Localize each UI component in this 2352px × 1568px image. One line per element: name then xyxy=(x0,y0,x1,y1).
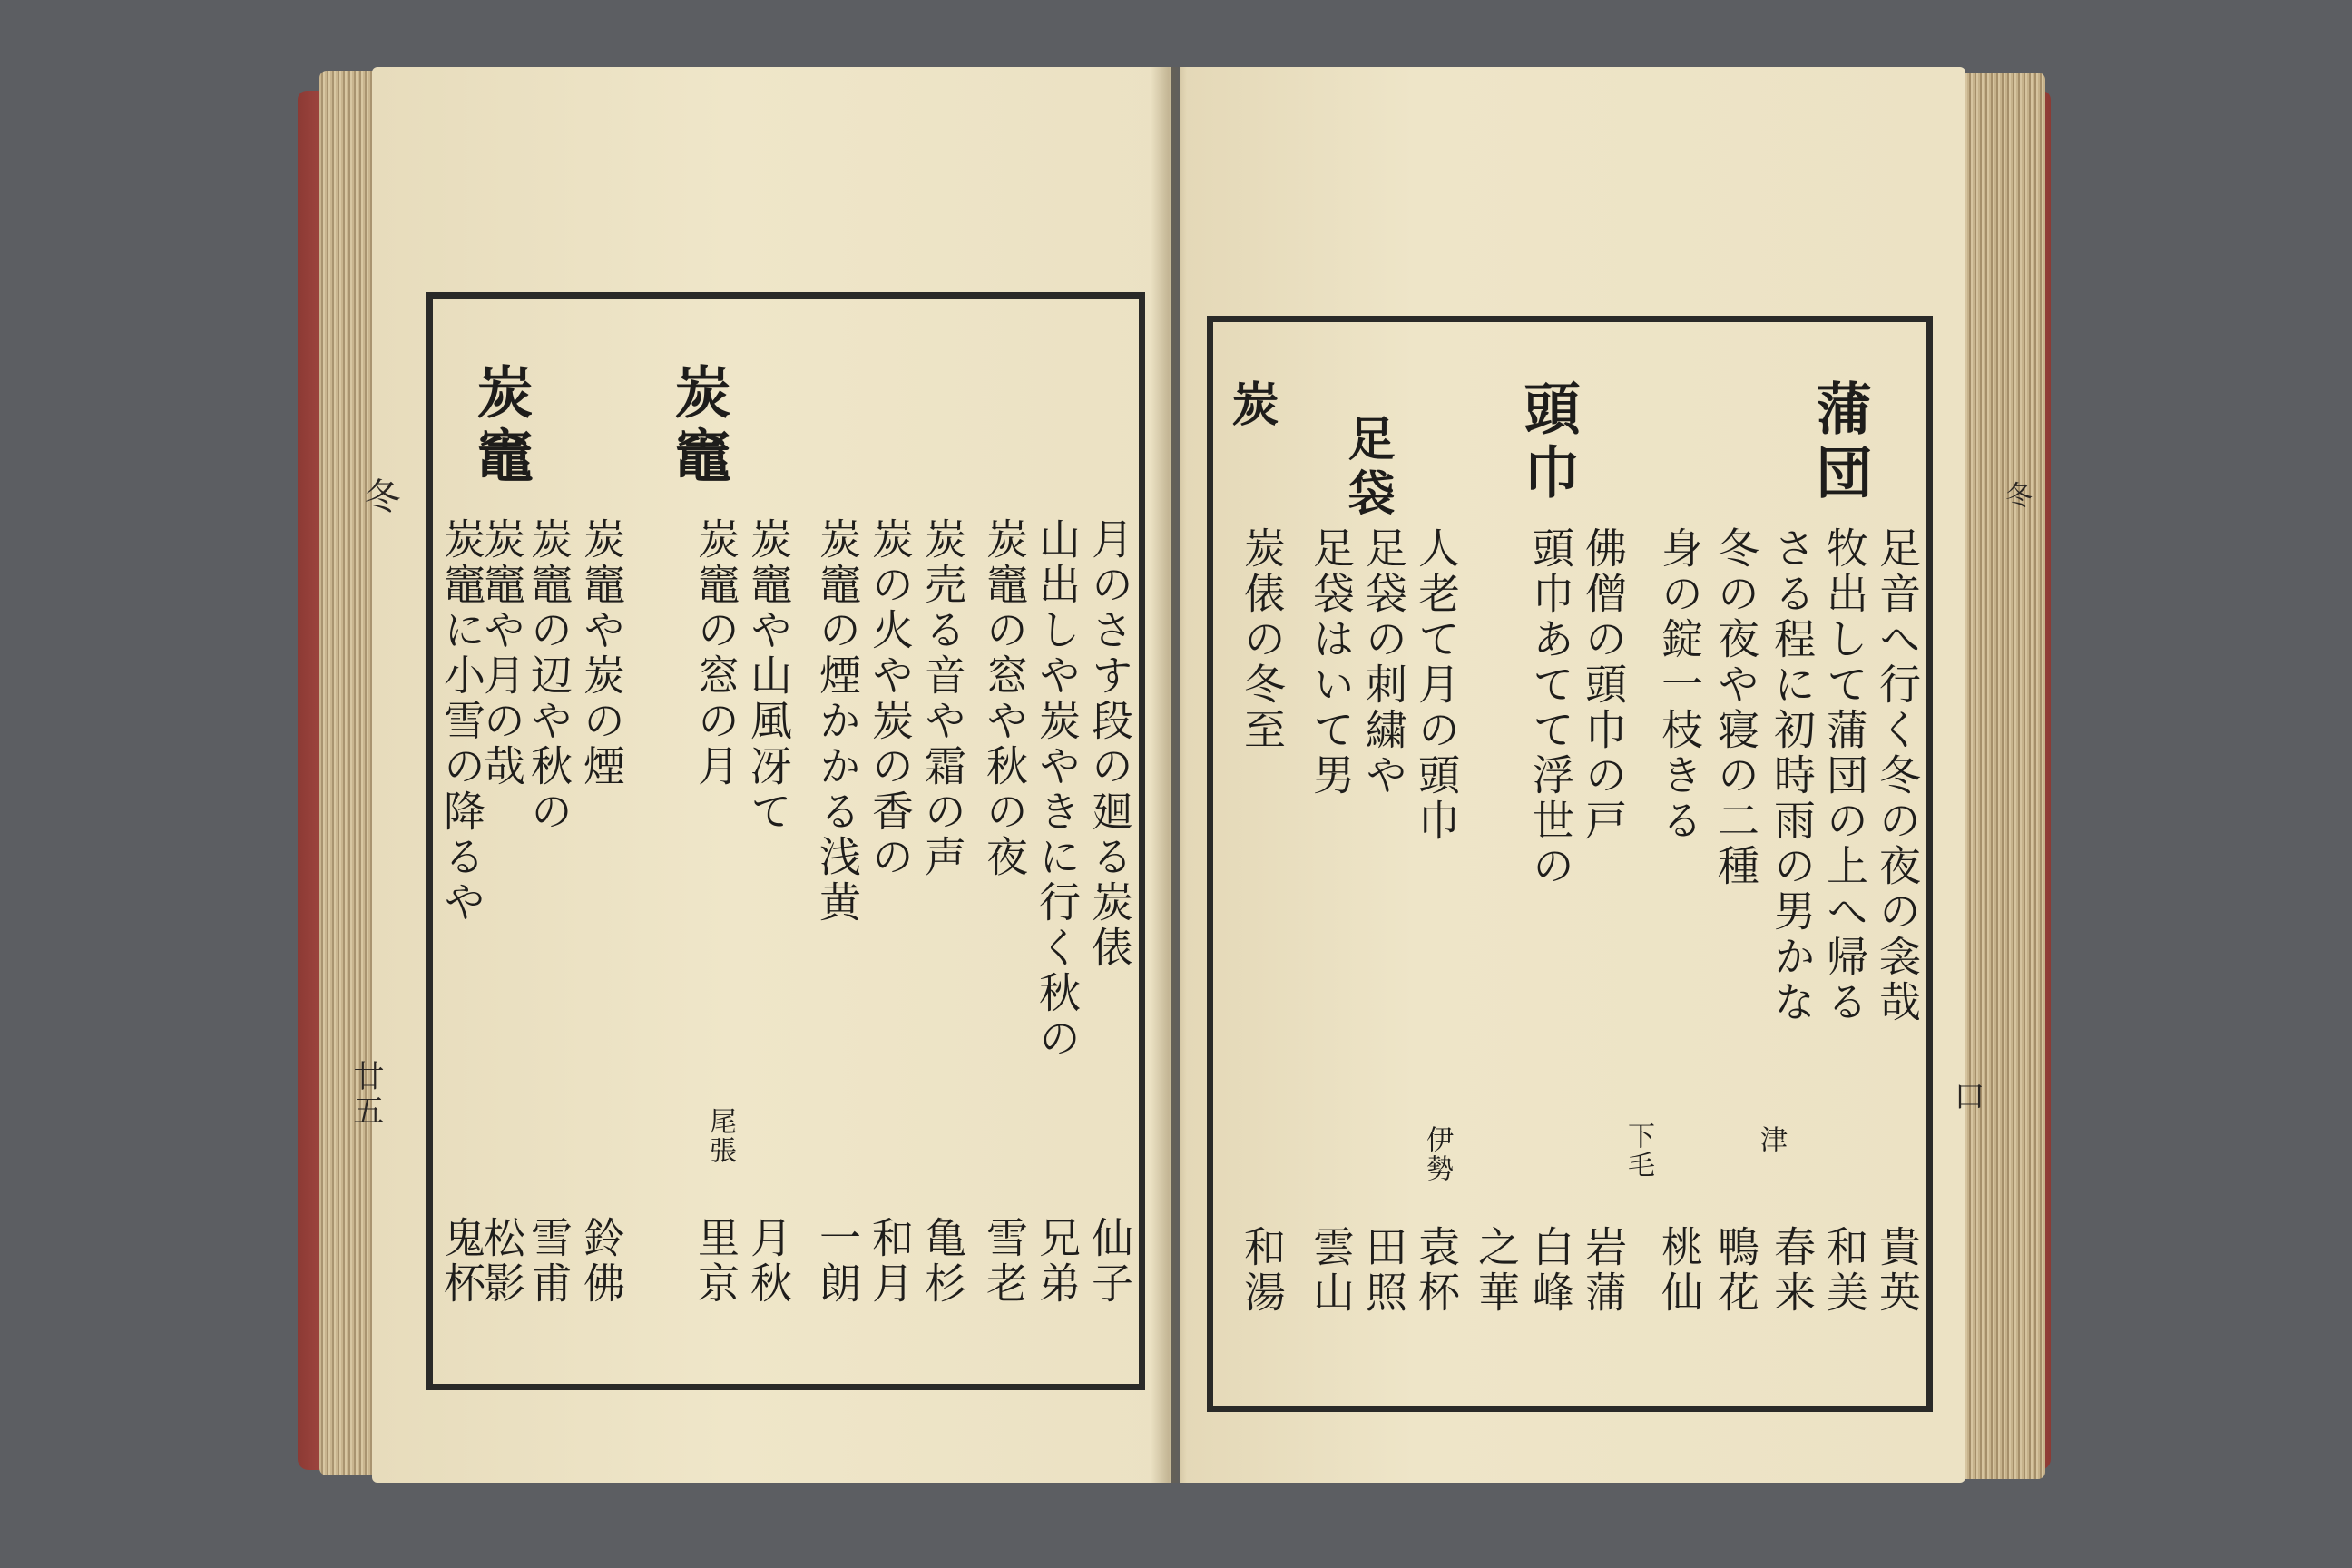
author-name: 和美 xyxy=(1820,1225,1869,1316)
author-name: 和湯 xyxy=(1238,1225,1287,1316)
verse-column: 炭俵の冬至 xyxy=(1238,526,1287,753)
verse-column: 山出しや炭やきに行く秋の xyxy=(1033,517,1082,1062)
left-edge-mark-top: 冬 xyxy=(358,477,400,517)
author-name: 之華 xyxy=(1472,1225,1521,1316)
verse-column: 炭の火や炭の香の xyxy=(866,517,915,880)
author-name: 亀杉 xyxy=(918,1216,967,1307)
verse-column: 炭竈に小雪の降るや xyxy=(437,517,486,926)
section-title: 蒲団 xyxy=(1807,379,1873,506)
author-region: 伊勢 xyxy=(1421,1125,1453,1183)
author-name: 岩蒲 xyxy=(1579,1225,1628,1316)
author-name: 貴英 xyxy=(1873,1225,1922,1316)
author-name: 鬼杯 xyxy=(437,1216,486,1307)
author-region: 下毛 xyxy=(1622,1122,1654,1180)
section-title: 炭竈 xyxy=(467,363,534,490)
section-title: 炭竈 xyxy=(665,363,731,490)
verse-column: 佛僧の頭巾の戸 xyxy=(1579,526,1628,844)
author-name: 鴨花 xyxy=(1711,1225,1760,1316)
author-name: 田照 xyxy=(1359,1225,1408,1316)
author-name: 雪甫 xyxy=(524,1216,573,1307)
verse-column: さる程に初時雨の男かな xyxy=(1768,526,1817,1025)
verse-column: 足音へ行く冬の夜の衾哉 xyxy=(1873,526,1922,1025)
verse-column: 身の錠一枝きる xyxy=(1655,526,1704,844)
verse-column: 炭竈の煙かかる浅黄 xyxy=(813,517,862,926)
verse-column: 頭巾あてて浮世の xyxy=(1526,526,1575,889)
verse-column: 炭竈や月の哉 xyxy=(477,517,526,789)
author-name: 桃仙 xyxy=(1655,1225,1704,1316)
author-name: 鈴佛 xyxy=(577,1216,626,1307)
verse-column: 炭竈の辺や秋の xyxy=(524,517,573,835)
author-region: 尾張 xyxy=(704,1107,736,1165)
verse-column: 足袋はいて男 xyxy=(1307,526,1356,799)
author-name: 白峰 xyxy=(1526,1225,1575,1316)
verse-column: 炭売る音や霜の声 xyxy=(918,517,967,880)
author-name: 兄弟 xyxy=(1033,1216,1082,1307)
verse-column: 冬の夜や寝の二種 xyxy=(1711,526,1760,889)
section-title: 足袋 xyxy=(1339,414,1395,523)
right-edge-mark: 冬 xyxy=(2000,481,2032,512)
verse-column: 牧出して蒲団の上へ帰る xyxy=(1820,526,1869,1025)
section-title: 頭巾 xyxy=(1514,379,1581,506)
verse-column: 足袋の刺繍や xyxy=(1359,526,1408,799)
verse-column: 炭竈の窓の月 xyxy=(691,517,740,789)
right-edge-mark-middle: 口 xyxy=(1948,1080,1984,1114)
author-name: 月秋 xyxy=(744,1216,793,1307)
author-name: 雪老 xyxy=(980,1216,1029,1307)
author-name: 仙子 xyxy=(1085,1216,1134,1307)
author-name: 一朗 xyxy=(813,1216,862,1307)
left-edge-mark-middle: 廿五 xyxy=(348,1060,384,1129)
author-name: 袁杯 xyxy=(1412,1225,1461,1316)
verse-column: 人老て月の頭巾 xyxy=(1412,526,1461,844)
author-name: 和月 xyxy=(866,1216,915,1307)
author-region: 津 xyxy=(1755,1125,1787,1154)
section-title: 炭 xyxy=(1223,379,1279,434)
author-name: 里京 xyxy=(691,1216,740,1307)
author-name: 松影 xyxy=(477,1216,526,1307)
gutter xyxy=(1151,67,1187,1483)
verse-column: 炭竈や炭の煙 xyxy=(577,517,626,789)
verse-column: 月のさす段の廻る炭俵 xyxy=(1085,517,1134,971)
verse-column: 炭竈や山風冴て xyxy=(744,517,793,835)
author-name: 雲山 xyxy=(1307,1225,1356,1316)
author-name: 春来 xyxy=(1768,1225,1817,1316)
verse-column: 炭竈の窓や秋の夜 xyxy=(980,517,1029,880)
